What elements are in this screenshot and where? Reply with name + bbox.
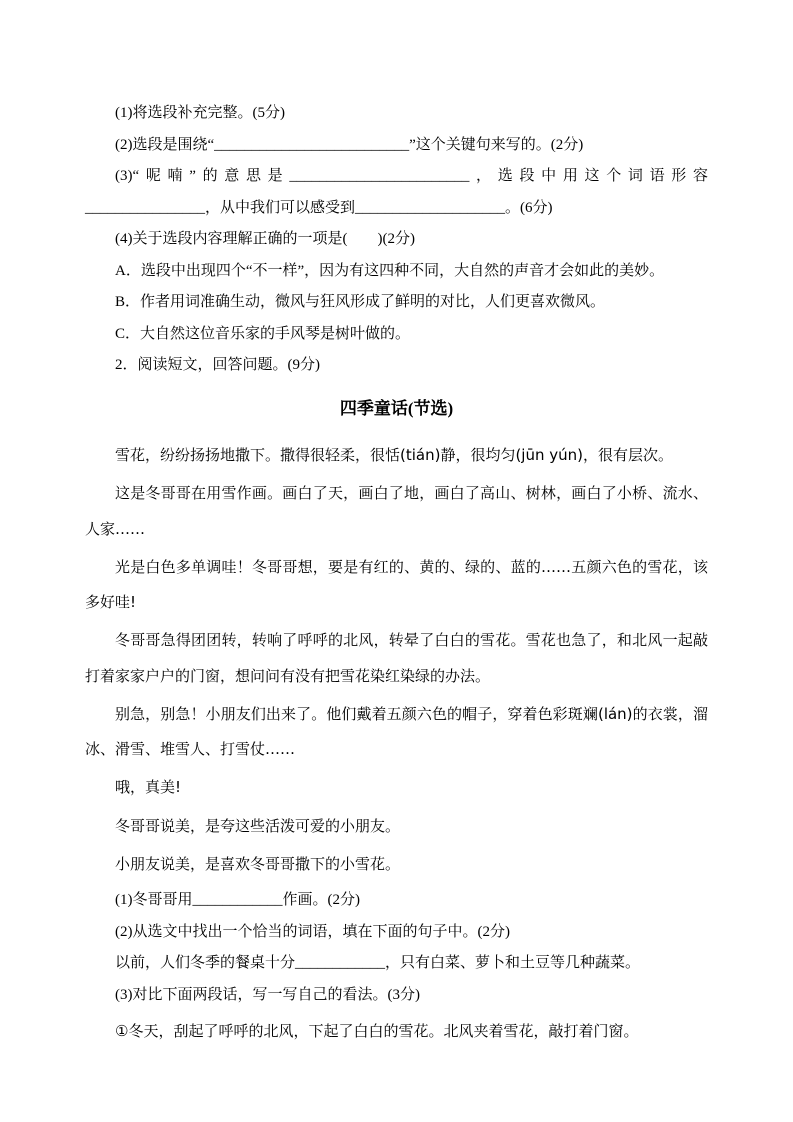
question-3: (3)“呢喃”的意思是________________________，选段中用这个词语形容________________，从中我们可以感受到____________________。(6分) xyxy=(85,168,708,216)
passage-paragraph-2: 这是冬哥哥在用雪作画。画白了天，画白了地，画白了高山、树林，画白了小桥、流水、人家…… xyxy=(85,484,708,538)
passage-title: 四季童话(节选) xyxy=(339,398,454,418)
question-1: (1)将选段补充完整。(5分) xyxy=(115,105,285,121)
passage-paragraph-5: 别急，别急！小朋友们出来了。他们戴着五颜六色的帽子，穿着色彩斑斓(lán)的衣裳，溜冰、滑雪、堆雪人、打雪仗…… xyxy=(85,704,708,759)
passage-paragraph-7: 冬哥哥说美，是夸这些活泼可爱的小朋友。 xyxy=(115,816,401,835)
section-2-intro: 2．阅读短文，回答问题。(9分) xyxy=(115,357,320,373)
option-b: B．作者用词准确生动，微风与狂风形成了鲜明的对比，人们更喜欢微风。 xyxy=(115,294,606,310)
option-a: A．选段中出现四个“不一样”，因为有这四种不同，大自然的声音才会如此的美妙。 xyxy=(115,262,665,279)
question-2: (2)选段是围绕“__________________________”这个关键句来写的。(2分) xyxy=(115,136,584,153)
subquestion-2-sentence: 以前，人们冬季的餐桌十分____________，只有白菜、萝卜和土豆等几种蔬菜。 xyxy=(115,955,641,972)
passage-paragraph-3: 光是白色多单调哇！冬哥哥想，要是有红的、黄的、绿的、蓝的……五颜六色的雪花，该多好哇! xyxy=(85,557,708,612)
question-4: (4)关于选段内容理解正确的一项是( )(2分) xyxy=(115,231,415,247)
passage-paragraph-4: 冬哥哥急得团团转，转响了呼呼的北风，转晕了白白的雪花。雪花也急了，和北风一起敲打着家家户户的门窗，想问问有没有把雪花染红染绿的办法。 xyxy=(85,631,708,685)
subquestion-1: (1)冬哥哥用____________作画。(2分) xyxy=(115,892,360,909)
passage-paragraph-1: 雪花，纷纷扬扬地撒下。撒得很轻柔，很恬(tián)静，很均匀(jūn yún)，很有层次。 xyxy=(115,446,673,465)
subquestion-3-passage-1: ①冬天，刮起了呼呼的北风，下起了白白的雪花。北风夹着雪花，敲打着门窗。 xyxy=(115,1022,639,1041)
option-c: C．大自然这位音乐家的手风琴是树叶做的。 xyxy=(115,325,411,342)
subquestion-3: (3)对比下面两段话，写一写自己的看法。(3分) xyxy=(115,986,420,1003)
passage-paragraph-6: 哦，真美! xyxy=(115,778,182,797)
passage-paragraph-8: 小朋友说美，是喜欢冬哥哥撒下的小雪花。 xyxy=(115,854,401,873)
subquestion-2: (2)从选文中找出一个恰当的词语，填在下面的句子中。(2分) xyxy=(115,923,510,940)
